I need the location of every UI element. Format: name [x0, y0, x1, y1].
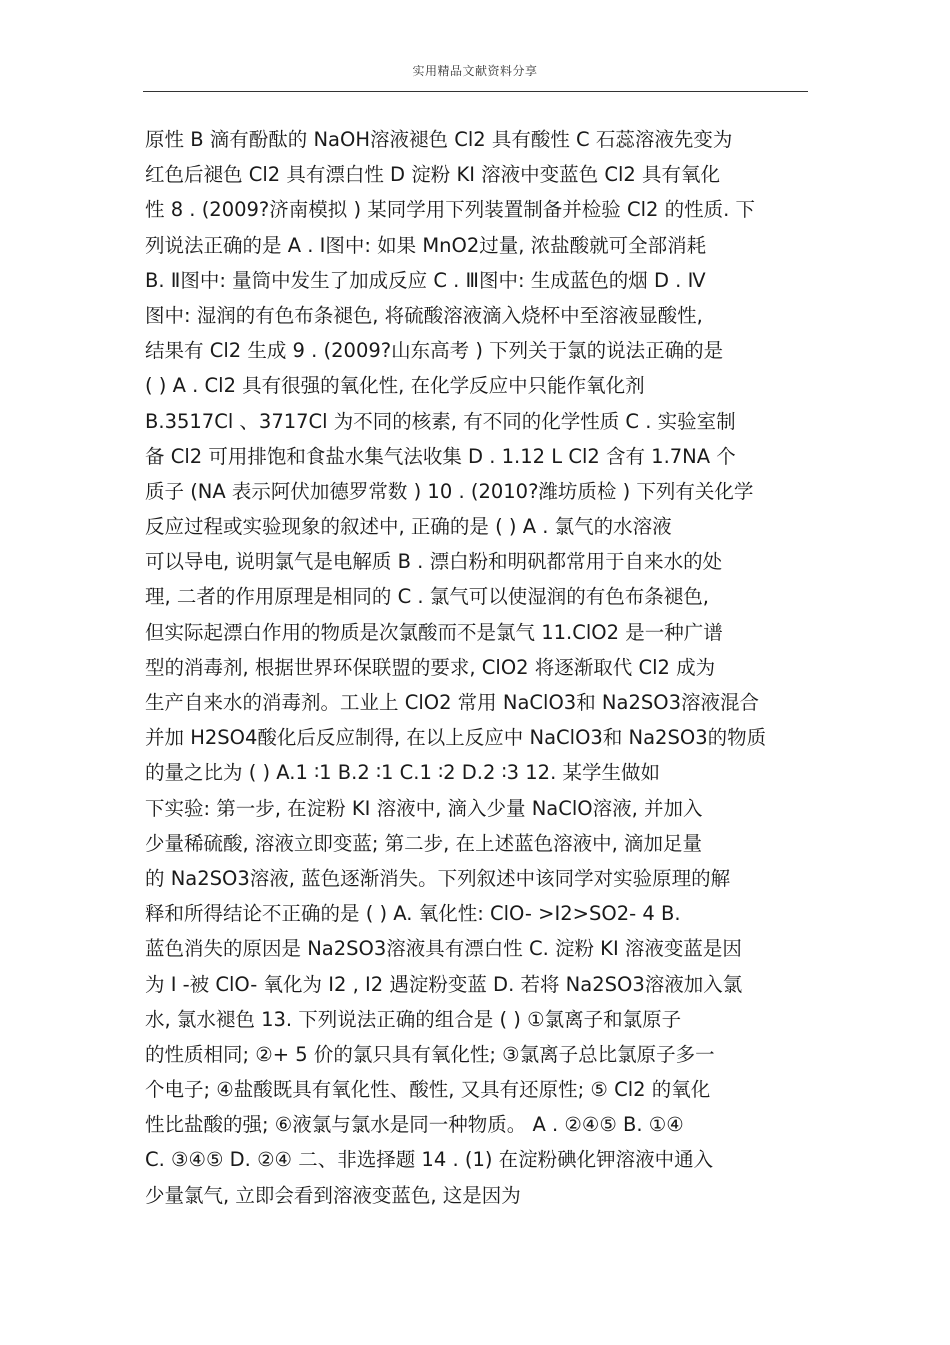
- header-divider: [143, 91, 808, 92]
- text-line: 原性 B 滴有酚酞的 NaOH溶液褪色 Cl2 具有酸性 C 石蕊溶液先变为: [145, 128, 733, 151]
- text-line: 的量之比为 ( ) A.1 ∶1 B.2 ∶1 C.1 ∶2 D.2 ∶3 12. 某学生做如: [145, 761, 660, 785]
- text-line: 列说法正确的是 A . Ⅰ图中: 如果 MnO2过量, 浓盐酸就可全部消耗: [145, 233, 707, 257]
- text-line: 为 I -被 ClO- 氧化为 I2 , I2 遇淀粉变蓝 D. 若将 Na2SO3溶液加入氯: [145, 972, 743, 996]
- text-line: C. ③④⑤ D. ②④ 二、非选择题 14 . (1) 在淀粉碘化钾溶液中通入: [145, 1148, 714, 1172]
- text-line: ( ) A . Cl2 具有很强的氧化性, 在化学反应中只能作氧化剂: [145, 374, 645, 398]
- document-body: [145, 122, 810, 1213]
- text-line: 但实际起漂白作用的物质是次氯酸而不是氯气 11.ClO2 是一种广谱: [145, 620, 723, 644]
- text-line: 可以导电, 说明氯气是电解质 B . 漂白粉和明矾都常用于自来水的处: [145, 550, 723, 574]
- text-line: B. Ⅱ图中: 量筒中发生了加成反应 C . Ⅲ图中: 生成蓝色的烟 D . Ⅳ: [145, 268, 706, 292]
- text-line: 并加 H2SO4酸化后反应制得, 在以上反应中 NaClO3和 Na2SO3的物质: [145, 726, 767, 750]
- text-line: 理, 二者的作用原理是相同的 C . 氯气可以使湿润的有色布条褪色,: [145, 585, 710, 609]
- text-line: 少量稀硫酸, 溶液立即变蓝; 第二步, 在上述蓝色溶液中, 滴加足量: [145, 831, 702, 855]
- text-line: 性 8 . (2009?济南模拟 ) 某同学用下列装置制备并检验 Cl2 的性质. 下: [145, 198, 756, 222]
- text-line: 个电子; ④盐酸既具有氧化性、酸性, 又具有还原性; ⑤ Cl2 的氧化: [145, 1078, 711, 1102]
- text-line: 的 Na2SO3溶液, 蓝色逐渐消失。下列叙述中该同学对实验原理的解: [145, 866, 731, 890]
- text-line: 释和所得结论不正确的是 ( ) A. 氧化性: ClO- >I2>SO2- 4 B.: [145, 902, 681, 926]
- text-line: 性比盐酸的强; ⑥液氯与氯水是同一种物质。 A . ②④⑤ B. ①④: [145, 1113, 684, 1137]
- text-line: 型的消毒剂, 根据世界环保联盟的要求, ClO2 将逐渐取代 Cl2 成为: [145, 655, 716, 679]
- text-line: 质子 (NA 表示阿伏加德罗常数 ) 10 . (2010?潍坊质检 ) 下列有关化学: [145, 479, 754, 503]
- text-line: 少量氯气, 立即会看到溶液变蓝色, 这是因为: [145, 1183, 521, 1207]
- text-line: B.3517Cl 、3717Cl 为不同的核素, 有不同的化学性质 C . 实验室制: [145, 409, 736, 433]
- text-line: 反应过程或实验现象的叙述中, 正确的是 ( ) A . 氯气的水溶液: [145, 515, 672, 539]
- text-line: 下实验: 第一步, 在淀粉 KI 溶液中, 滴入少量 NaClO溶液, 并加入: [145, 796, 703, 820]
- text-line: 蓝色消失的原因是 Na2SO3溶液具有漂白性 C. 淀粉 KI 溶液变蓝是因: [145, 937, 742, 961]
- text-line: 备 Cl2 可用排饱和食盐水集气法收集 D . 1.12 L Cl2 含有 1.7NA 个: [145, 444, 736, 468]
- text-line: 水, 氯水褪色 13. 下列说法正确的组合是 ( ) ①氯离子和氯原子: [145, 1007, 682, 1031]
- text-line: 结果有 Cl2 生成 9 . (2009?山东高考 ) 下列关于氯的说法正确的是: [145, 339, 724, 363]
- text-line: 红色后褪色 Cl2 具有漂白性 D 淀粉 KI 溶液中变蓝色 Cl2 具有氧化: [145, 163, 721, 187]
- text-line: 生产自来水的消毒剂。工业上 ClO2 常用 NaClO3和 Na2SO3溶液混合: [145, 691, 759, 714]
- text-line: 图中: 湿润的有色布条褪色, 将硫酸溶液滴入烧杯中至溶液显酸性,: [145, 303, 703, 327]
- page-header: 实用精品文献资料分享: [412, 64, 538, 78]
- text-line: 的性质相同; ②+ 5 价的氯只具有氧化性; ③氯离子总比氯原子多一: [145, 1042, 715, 1066]
